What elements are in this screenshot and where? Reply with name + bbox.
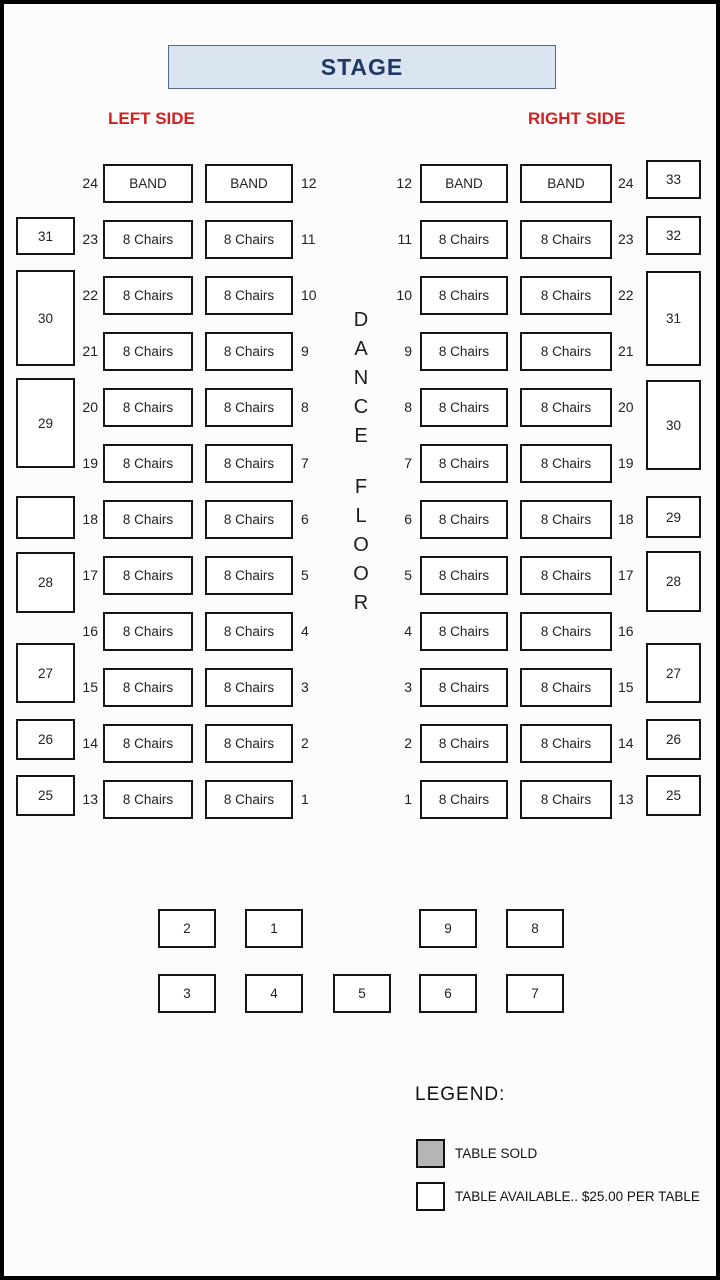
table-number: 19 (618, 455, 634, 471)
chairs-table[interactable]: 8 Chairs (420, 780, 508, 819)
bottom-table[interactable]: 5 (333, 974, 391, 1013)
chairs-table[interactable]: 8 Chairs (103, 724, 193, 763)
stage: STAGE (168, 45, 556, 89)
table-number: 4 (301, 623, 309, 639)
table-box[interactable]: 29 (646, 496, 701, 538)
legend-item-label: TABLE SOLD (455, 1146, 538, 1161)
chairs-table[interactable]: 8 Chairs (205, 276, 293, 315)
table-box-empty[interactable] (16, 496, 75, 539)
chairs-table[interactable]: 8 Chairs (520, 332, 612, 371)
chairs-table[interactable]: 8 Chairs (103, 220, 193, 259)
table-number: 16 (82, 623, 98, 639)
table-number: 23 (618, 231, 634, 247)
dance-floor-letter: O (353, 534, 369, 556)
table-number: 4 (404, 623, 412, 639)
left-side-label: LEFT SIDE (108, 109, 195, 128)
table-number: 2 (404, 735, 412, 751)
bottom-table[interactable]: 2 (158, 909, 216, 948)
table-number: 22 (82, 287, 98, 303)
chairs-table[interactable]: 8 Chairs (420, 612, 508, 651)
table-number: 23 (82, 231, 98, 247)
chairs-table[interactable]: 8 Chairs (520, 556, 612, 595)
chairs-table[interactable]: 8 Chairs (205, 500, 293, 539)
table-number: 2 (301, 735, 309, 751)
bottom-table[interactable]: 9 (419, 909, 477, 948)
table-number: 11 (397, 231, 412, 247)
chairs-table[interactable]: 8 Chairs (520, 444, 612, 483)
dance-floor-letter: L (355, 505, 367, 527)
dance-floor-letter: R (353, 592, 369, 614)
table-number: 21 (618, 343, 634, 359)
table-number: 13 (82, 791, 98, 807)
table-number: 13 (618, 791, 634, 807)
chairs-table[interactable]: 8 Chairs (520, 220, 612, 259)
chairs-table[interactable]: 8 Chairs (205, 556, 293, 595)
chairs-table[interactable]: 8 Chairs (420, 444, 508, 483)
band-table[interactable]: BAND (103, 164, 193, 203)
dance-floor-letter: D (353, 309, 369, 331)
chairs-table[interactable]: 8 Chairs (103, 668, 193, 707)
chairs-table[interactable]: 8 Chairs (205, 724, 293, 763)
chairs-table[interactable]: 8 Chairs (420, 220, 508, 259)
table-number: 6 (404, 511, 412, 527)
table-number: 9 (301, 343, 309, 359)
chairs-table[interactable]: 8 Chairs (205, 612, 293, 651)
chairs-table[interactable]: 8 Chairs (103, 780, 193, 819)
bottom-table[interactable]: 4 (245, 974, 303, 1013)
table-box[interactable]: 31 (16, 217, 75, 255)
band-table[interactable]: BAND (520, 164, 612, 203)
table-box[interactable]: 30 (16, 270, 75, 366)
chairs-table[interactable]: 8 Chairs (103, 332, 193, 371)
table-number: 7 (404, 455, 412, 471)
chairs-table[interactable]: 8 Chairs (103, 388, 193, 427)
bottom-table[interactable]: 3 (158, 974, 216, 1013)
table-number: 18 (82, 511, 98, 527)
chairs-table[interactable]: 8 Chairs (520, 724, 612, 763)
chairs-table[interactable]: 8 Chairs (103, 500, 193, 539)
legend-item-label: TABLE AVAILABLE.. $25.00 PER TABLE (455, 1189, 700, 1204)
chairs-table[interactable]: 8 Chairs (205, 780, 293, 819)
chairs-table[interactable]: 8 Chairs (420, 724, 508, 763)
table-number: 20 (82, 399, 98, 415)
dance-floor-letter: N (353, 367, 369, 389)
table-sold-swatch (416, 1139, 445, 1168)
legend-title: LEGEND: (415, 1084, 506, 1105)
bottom-table[interactable]: 1 (245, 909, 303, 948)
table-available-swatch (416, 1182, 445, 1211)
table-box[interactable]: 32 (646, 216, 701, 255)
table-number: 12 (301, 175, 317, 191)
table-number: 20 (618, 399, 634, 415)
table-number: 8 (301, 399, 309, 415)
table-box[interactable]: 25 (16, 775, 75, 816)
table-number: 17 (618, 567, 634, 583)
table-number: 10 (396, 287, 412, 303)
bottom-table[interactable]: 8 (506, 909, 564, 948)
table-number: 9 (404, 343, 412, 359)
chairs-table[interactable]: 8 Chairs (420, 276, 508, 315)
table-number: 5 (404, 567, 412, 583)
table-box[interactable]: 31 (646, 271, 701, 366)
dance-floor-letter: O (353, 563, 369, 585)
table-number: 14 (618, 735, 634, 751)
table-box[interactable]: 27 (16, 643, 75, 703)
table-box[interactable]: 33 (646, 160, 701, 199)
band-table[interactable]: BAND (205, 164, 293, 203)
chairs-table[interactable]: 8 Chairs (103, 612, 193, 651)
chairs-table[interactable]: 8 Chairs (420, 332, 508, 371)
table-number: 24 (618, 175, 634, 191)
table-box[interactable]: 26 (646, 719, 701, 760)
table-number: 1 (404, 791, 412, 807)
table-number: 14 (82, 735, 98, 751)
bottom-table[interactable]: 7 (506, 974, 564, 1013)
table-box[interactable]: 25 (646, 775, 701, 816)
table-box[interactable]: 26 (16, 719, 75, 760)
chairs-table[interactable]: 8 Chairs (520, 276, 612, 315)
table-box[interactable]: 30 (646, 380, 701, 470)
table-number: 17 (82, 567, 98, 583)
table-box[interactable]: 27 (646, 643, 701, 703)
chairs-table[interactable]: 8 Chairs (205, 444, 293, 483)
bottom-table[interactable]: 6 (419, 974, 477, 1013)
right-side-label: RIGHT SIDE (528, 109, 626, 128)
chairs-table[interactable]: 8 Chairs (520, 388, 612, 427)
table-number: 6 (301, 511, 309, 527)
dance-floor-letter: C (353, 396, 369, 418)
table-box[interactable]: 28 (646, 551, 701, 612)
dance-floor-letter: A (354, 338, 368, 360)
table-number: 8 (404, 399, 412, 415)
table-box[interactable]: 29 (16, 378, 75, 468)
table-number: 24 (82, 175, 98, 191)
table-number: 10 (301, 287, 317, 303)
chairs-table[interactable]: 8 Chairs (420, 556, 508, 595)
table-number: 3 (301, 679, 309, 695)
table-box[interactable]: 28 (16, 552, 75, 613)
table-number: 22 (618, 287, 634, 303)
chairs-table[interactable]: 8 Chairs (520, 780, 612, 819)
table-number: 7 (301, 455, 309, 471)
chairs-table[interactable]: 8 Chairs (103, 444, 193, 483)
band-table[interactable]: BAND (420, 164, 508, 203)
dance-floor-letter: E (354, 425, 368, 447)
chairs-table[interactable]: 8 Chairs (205, 668, 293, 707)
table-number: 3 (404, 679, 412, 695)
chairs-table[interactable]: 8 Chairs (420, 388, 508, 427)
table-number: 15 (82, 679, 98, 695)
table-number: 12 (396, 175, 412, 191)
chairs-table[interactable]: 8 Chairs (520, 500, 612, 539)
table-number: 11 (301, 231, 316, 247)
table-number: 19 (82, 455, 98, 471)
chairs-table[interactable]: 8 Chairs (520, 612, 612, 651)
table-number: 18 (618, 511, 634, 527)
table-number: 5 (301, 567, 309, 583)
chairs-table[interactable]: 8 Chairs (520, 668, 612, 707)
chairs-table[interactable]: 8 Chairs (103, 276, 193, 315)
chairs-table[interactable]: 8 Chairs (420, 500, 508, 539)
chairs-table[interactable]: 8 Chairs (103, 556, 193, 595)
dance-floor-label (344, 306, 378, 618)
table-number: 21 (82, 343, 98, 359)
chairs-table[interactable]: 8 Chairs (420, 668, 508, 707)
dance-floor-letter: F (354, 476, 368, 498)
chairs-table[interactable]: 8 Chairs (205, 332, 293, 371)
table-number: 16 (618, 623, 634, 639)
table-number: 1 (301, 791, 309, 807)
chairs-table[interactable]: 8 Chairs (205, 388, 293, 427)
chairs-table[interactable]: 8 Chairs (205, 220, 293, 259)
table-number: 15 (618, 679, 634, 695)
